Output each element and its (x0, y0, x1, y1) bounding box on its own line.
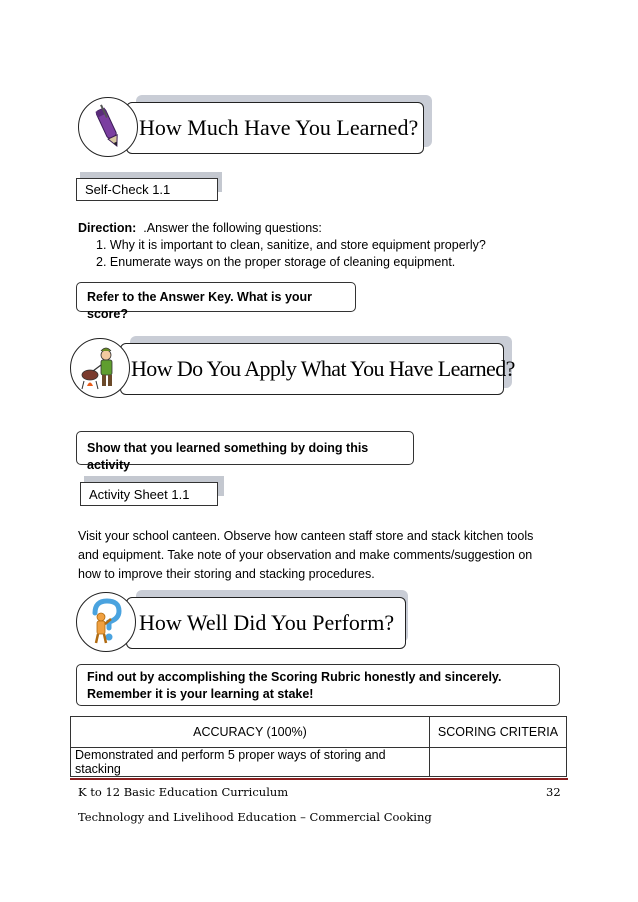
table-row (71, 748, 567, 777)
rubric-instruction-note: Find out by accomplishing the Scoring Rubric honestly and sincerely. Remember it is your learning at stake! (76, 664, 560, 706)
activity-note: Show that you learned something by doing this activity (76, 431, 414, 465)
section-title-banner (126, 597, 406, 649)
question-2: 2. Enumerate ways on the proper storage of cleaning equipment. (96, 255, 456, 269)
activity-paragraph: Visit your school canteen. Observe how canteen staff store and stack kitchen tools and equipment. Take note of your observation and make comments/suggestion on how to improve their storing and stacking procedures. (78, 529, 534, 581)
pen-icon-circle (78, 97, 138, 157)
question-1: 1. Why it is important to clean, sanitize, and store equipment properly? (96, 238, 486, 252)
rubric-cell-criterion: Demonstrated and perform 5 proper ways of storing and stacking (71, 748, 430, 777)
cooking-icon (71, 339, 129, 397)
table-row (71, 717, 567, 748)
footer-curriculum: K to 12 Basic Education Curriculum (78, 785, 289, 799)
question-figure-icon-circle (76, 592, 136, 652)
footer-rule (70, 778, 568, 780)
question-figure-icon (77, 593, 135, 651)
rubric-header-criteria: SCORING CRITERIA (430, 717, 567, 748)
section-title: How Do You Apply What You Have Learned? (131, 356, 515, 381)
section-title: How Much Have You Learned? (139, 115, 419, 140)
answer-key-note: Refer to the Answer Key. What is your score? (76, 282, 356, 312)
footer-subject: Technology and Livelihood Education – Commercial Cooking (78, 810, 432, 824)
direction (78, 220, 322, 237)
self-check-tag: Self-Check 1.1 (76, 178, 218, 201)
rubric-cell-score[interactable] (430, 748, 567, 777)
section-title: How Well Did You Perform? (139, 610, 395, 635)
direction-text: .Answer the following questions: (143, 221, 322, 235)
cooking-icon-circle (70, 338, 130, 398)
section-title-banner (120, 343, 515, 395)
direction-label: Direction: (78, 221, 137, 235)
scoring-rubric-table (70, 716, 567, 777)
pen-icon (79, 98, 137, 156)
section-title-banner (126, 102, 424, 154)
rubric-header-accuracy: ACCURACY (100%) (71, 717, 430, 748)
activity-sheet-tag: Activity Sheet 1.1 (80, 482, 218, 506)
page-number: 32 (546, 785, 561, 799)
